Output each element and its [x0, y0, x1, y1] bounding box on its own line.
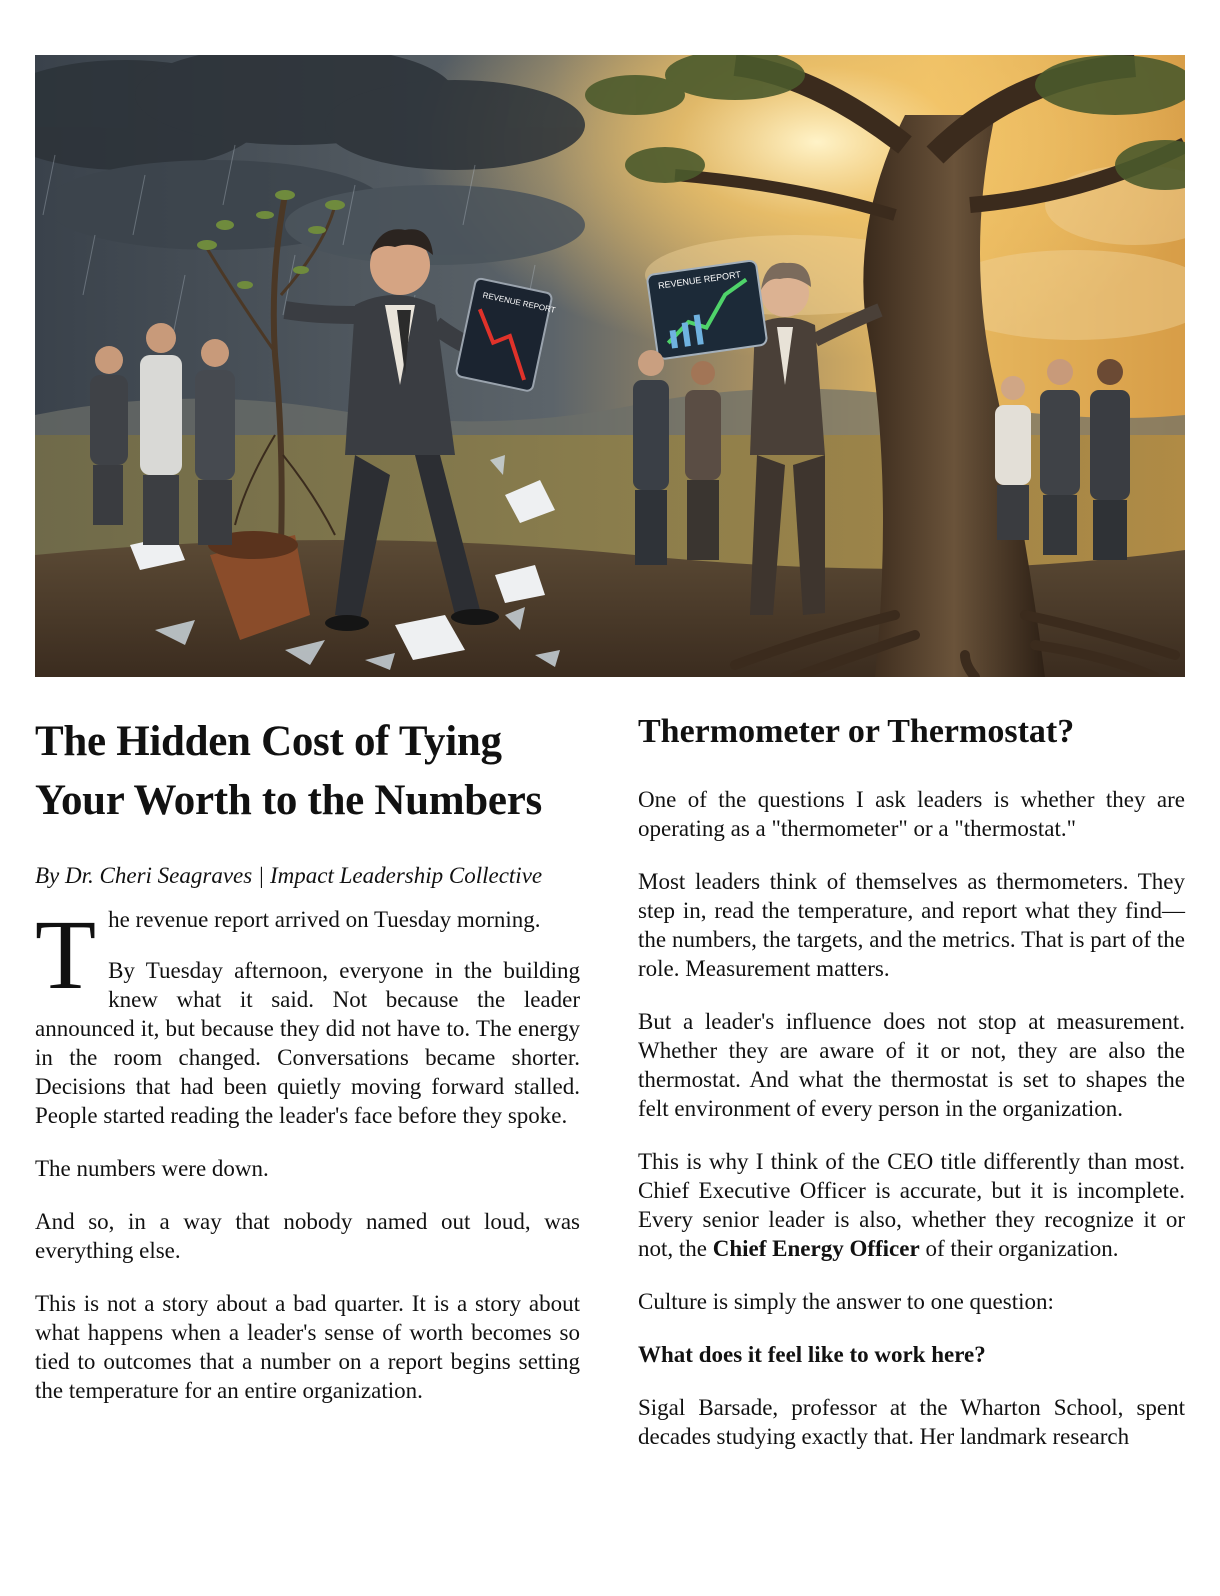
- section-paragraph-7: Sigal Barsade, professor at the Wharton School, spent decades studying exactly that. Her landmark research: [638, 1395, 1185, 1449]
- paragraph-1: he revenue report arrived on Tuesday morning.: [108, 907, 541, 932]
- hero-scene: [35, 55, 1185, 677]
- paragraph-4: And so, in a way that nobody named out loud, was everything else.: [35, 1209, 580, 1263]
- paragraph-5: This is not a story about a bad quarter. It is a story about what happens when a leader's sense of worth becomes so tied to outcomes that a number on a report begins setting the temperature for an entire organization.: [35, 1291, 580, 1403]
- culture-question: What does it feel like to work here?: [638, 1342, 986, 1367]
- article-left-column: [35, 712, 580, 1405]
- paragraph-2: By Tuesday afternoon, everyone in the building knew what it said. Not because the leader announced it, but because they did not have to. The energy in the room changed. Conversations became shorter. Decisions that had been quietly moving forward stalled. People started reading the leader's face before they spoke.: [35, 958, 580, 1128]
- article-headline: The Hidden Cost of Tying Your Worth to the Numbers: [35, 718, 542, 824]
- worried-colleagues: [90, 323, 235, 545]
- hero-illustration: [35, 55, 1185, 677]
- p4-text-before: This is why I think of the CEO title differently than most. Chief Executive Officer is accurate, but it is incomplete. Every senior leader is also, whether they recognize it or not, the: [638, 1149, 1185, 1261]
- revenue-report-label-right: REVENUE REPORT: [657, 269, 742, 291]
- section-paragraph-3: But a leader's influence does not stop at measurement. Whether they are aware of it or not, they are also the thermostat. And what the thermostat is set to shapes the felt environment of every person in the organization.: [638, 1009, 1185, 1121]
- article-right-column: [638, 712, 1185, 1451]
- revenue-report-label-left: REVENUE REPORT: [481, 290, 557, 315]
- rising-report-tablet: [647, 260, 768, 359]
- drop-cap: T: [35, 899, 97, 1010]
- section-heading: Thermometer or Thermostat?: [638, 713, 1075, 750]
- chief-energy-officer-emphasis: Chief Energy Officer: [712, 1236, 920, 1261]
- paragraph-3: The numbers were down.: [35, 1156, 269, 1181]
- article-byline: By Dr. Cheri Seagraves | Impact Leadership Collective: [35, 863, 543, 888]
- section-paragraph-5: Culture is simply the answer to one question:: [638, 1289, 1054, 1314]
- section-paragraph-1: One of the questions I ask leaders is whether they are operating as a "thermometer" or a "thermostat.": [638, 787, 1185, 841]
- lead-paragraph-block: [35, 899, 580, 1130]
- section-paragraph-4: [638, 1147, 1185, 1263]
- p4-text-after: of their organization.: [919, 1236, 1119, 1261]
- section-paragraph-2: Most leaders think of themselves as thermometers. They step in, read the temperature, and report what they find—the numbers, the targets, and the metrics. That is part of the role. Measurement matters.: [638, 869, 1185, 981]
